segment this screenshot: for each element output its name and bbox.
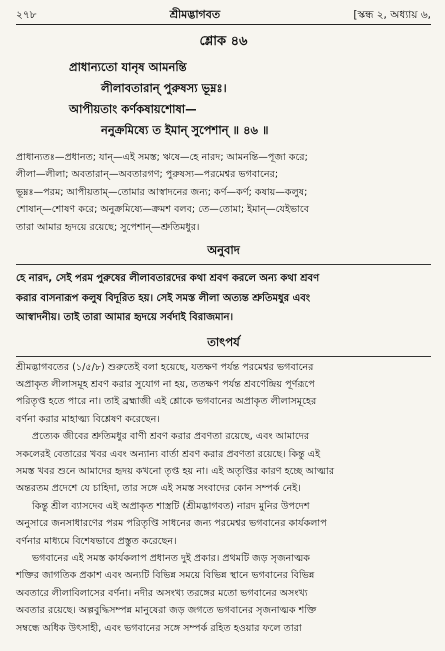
purport-line: অপ্রাকৃত লীলাসমূহ শ্রবণ করার সুযোগ না হয়, ততক্ষণ পর্যন্ত শ্রবণেন্দ্রিয় পূর্ণরূপে [16, 378, 315, 390]
purport-text [16, 359, 431, 638]
purport-line: অনুসারে জনসাধারণের পরম পরিতৃপ্তি সাধনের জন্য পরমেশ্বর ভগবানের কার্যকলাপ [16, 518, 327, 530]
purport-line: প্রত্যেক জীবের শ্রুতিমধুর বাণী শ্রবণ করার প্রবণতা রয়েছে, এবং আমাদের [32, 431, 310, 443]
purport-line: শ্রীমদ্ভাগবতের (১/৫/৮) শুরুতেই বলা হয়েছে, যতক্ষণ পর্যন্ত পরমেশ্বর ভগবানের [16, 361, 314, 373]
translation-line: আস্বাদনীয়। তাই তারা আমার হৃদয়ে সর্বদাই বিরাজমান। [16, 312, 234, 324]
purport-paragraph [16, 550, 431, 637]
translation-text [16, 269, 431, 328]
synonym-line: লীলা—লীলা; অবতারান্—অবতারগণ; পুরুষস্য—পরমেশ্বর ভগবানের; [16, 169, 279, 181]
verse-text [16, 57, 431, 141]
verse-line: ননুক্রমিষ্যে ত ইমান্ সুপেশান্ ॥ ৪৬ ॥ [101, 123, 269, 137]
purport-heading: তাৎপর্য [207, 334, 240, 349]
verse-line: প্রাধান্যতো যানৃষ আমনন্তি [69, 60, 187, 74]
purport-line: পরিতৃপ্ত হতে পারে না। তাই ব্রহ্মাজী এই শ্লোকে ভগবানের অপ্রাকৃত লীলাসমূহের [16, 396, 317, 408]
verse-label: শ্লোক ৪৬ [199, 34, 248, 49]
purport-line: সমস্ত খবর শুনে আমাদের হৃদয় কখনো তৃপ্ত হয় না। এই অতৃপ্তির কারণ হচ্ছে আত্মার [16, 465, 335, 477]
purport-paragraph [16, 498, 431, 550]
synonyms-block [16, 149, 431, 236]
synonym-line: তারা আমার হৃদয়ে রয়েছে; সুপেশান্—শ্রুতিমধুর। [16, 221, 200, 233]
verse-line: আপীয়তাং কর্ণকষায়শোষা— [69, 102, 197, 116]
purport-paragraph [16, 359, 431, 429]
page-header [16, 6, 431, 22]
purport-line: ভগবানের এই সমস্ত কার্যকলাপ প্রধানত দুই প্রকার। প্রথমটি জড় সৃজনাত্মক [32, 553, 311, 564]
purport-rule [16, 356, 431, 357]
synonym-line: প্রাধান্যতঃ—প্রধানত; যান্—এই সমস্ত; ঋষে—হে নারদ; আমনন্তি—পূজা করে; [16, 152, 308, 163]
translation-line: করার বাসনারূপ কলুষ বিদূরিত হয়। সেই সমস্ত লীলা অত্যন্ত শ্রুতিমধুর এবং [16, 292, 311, 304]
purport-line: বর্ণনা করার মাহাত্ম্য বিশ্লেষণ করেছেন। [16, 413, 160, 425]
purport-line: শক্তির জাগতিক প্রকাশ এবং অন্যটি বিভিন্ন সময়ে বিভিন্ন স্থানে ভগবানের বিভিন্ন [16, 570, 315, 582]
purport-line: অবতার রয়েছে। অল্পবুদ্ধিসম্পন্ন মানুষেরা জড় জগতে ভগবানের সৃজনাত্মক শক্তি [16, 605, 317, 617]
book-title: শ্রীমদ্ভাগবত [169, 8, 221, 21]
purport-paragraph [16, 428, 431, 498]
purport-line: সম্বন্ধে অধিক উৎসাহী, এবং ভগবানের সঙ্গে সম্পর্ক রহিত হওয়ার ফলে তারা [16, 622, 302, 634]
page-number: ২৭৮ [16, 9, 37, 21]
purport-line: অন্তরতম প্রদেশে যে চাহিদা, তার সঙ্গে এই সমস্ত সংবাদের কোন সম্পর্ক নেই। [16, 483, 301, 495]
purport-line: বর্ণনার মাধ্যমে বিশেষভাবে প্রস্তুত করেছেন। [16, 535, 177, 547]
translation-heading: অনুবাদ [207, 243, 240, 258]
canto-chapter: [স্কন্ধ ২, অধ্যায় ৬, [353, 9, 431, 21]
purport-line: সকলেরই বেতারের খবর এবং অন্যান্য বার্তা শ্রবণ করার প্রবণতা রয়েছে। কিন্তু এই [16, 448, 321, 460]
purport-line: অবতারে লীলাবিলাসের বর্ণনা। নদীর অসংখ্য তরঙ্গের মতো ভগবানের অসংখ্য [16, 587, 308, 599]
translation-line: হে নারদ, সেই পরম পুরুষের লীলাবতারদের কথা শ্রবণ করলে অন্য কথা শ্রবণ [16, 273, 320, 285]
purport-line: কিন্তু শ্রীল ব্যাসদেব এই অপ্রাকৃত শাস্ত্রটি (শ্রীমদ্ভাগবত) নারদ মুনির উপদেশ [32, 500, 310, 512]
translation-rule [16, 264, 431, 265]
verse-line: লীলাবতারান্ পুরুষস্য ভূম্নঃ। [101, 81, 227, 95]
synonym-line: ভূম্নঃ—পরম; আপীয়তাম্—তোমার আস্বাদনের জন্য; কর্ণ—কর্ণ; কষায়—কলুষ; [16, 186, 308, 198]
synonym-line: শোষান্—শোষণ করে; অনুক্রমিষ্যে—ক্রমশ বলব; তে—তোমা; ইমান্—যেইভাবে [16, 204, 310, 216]
